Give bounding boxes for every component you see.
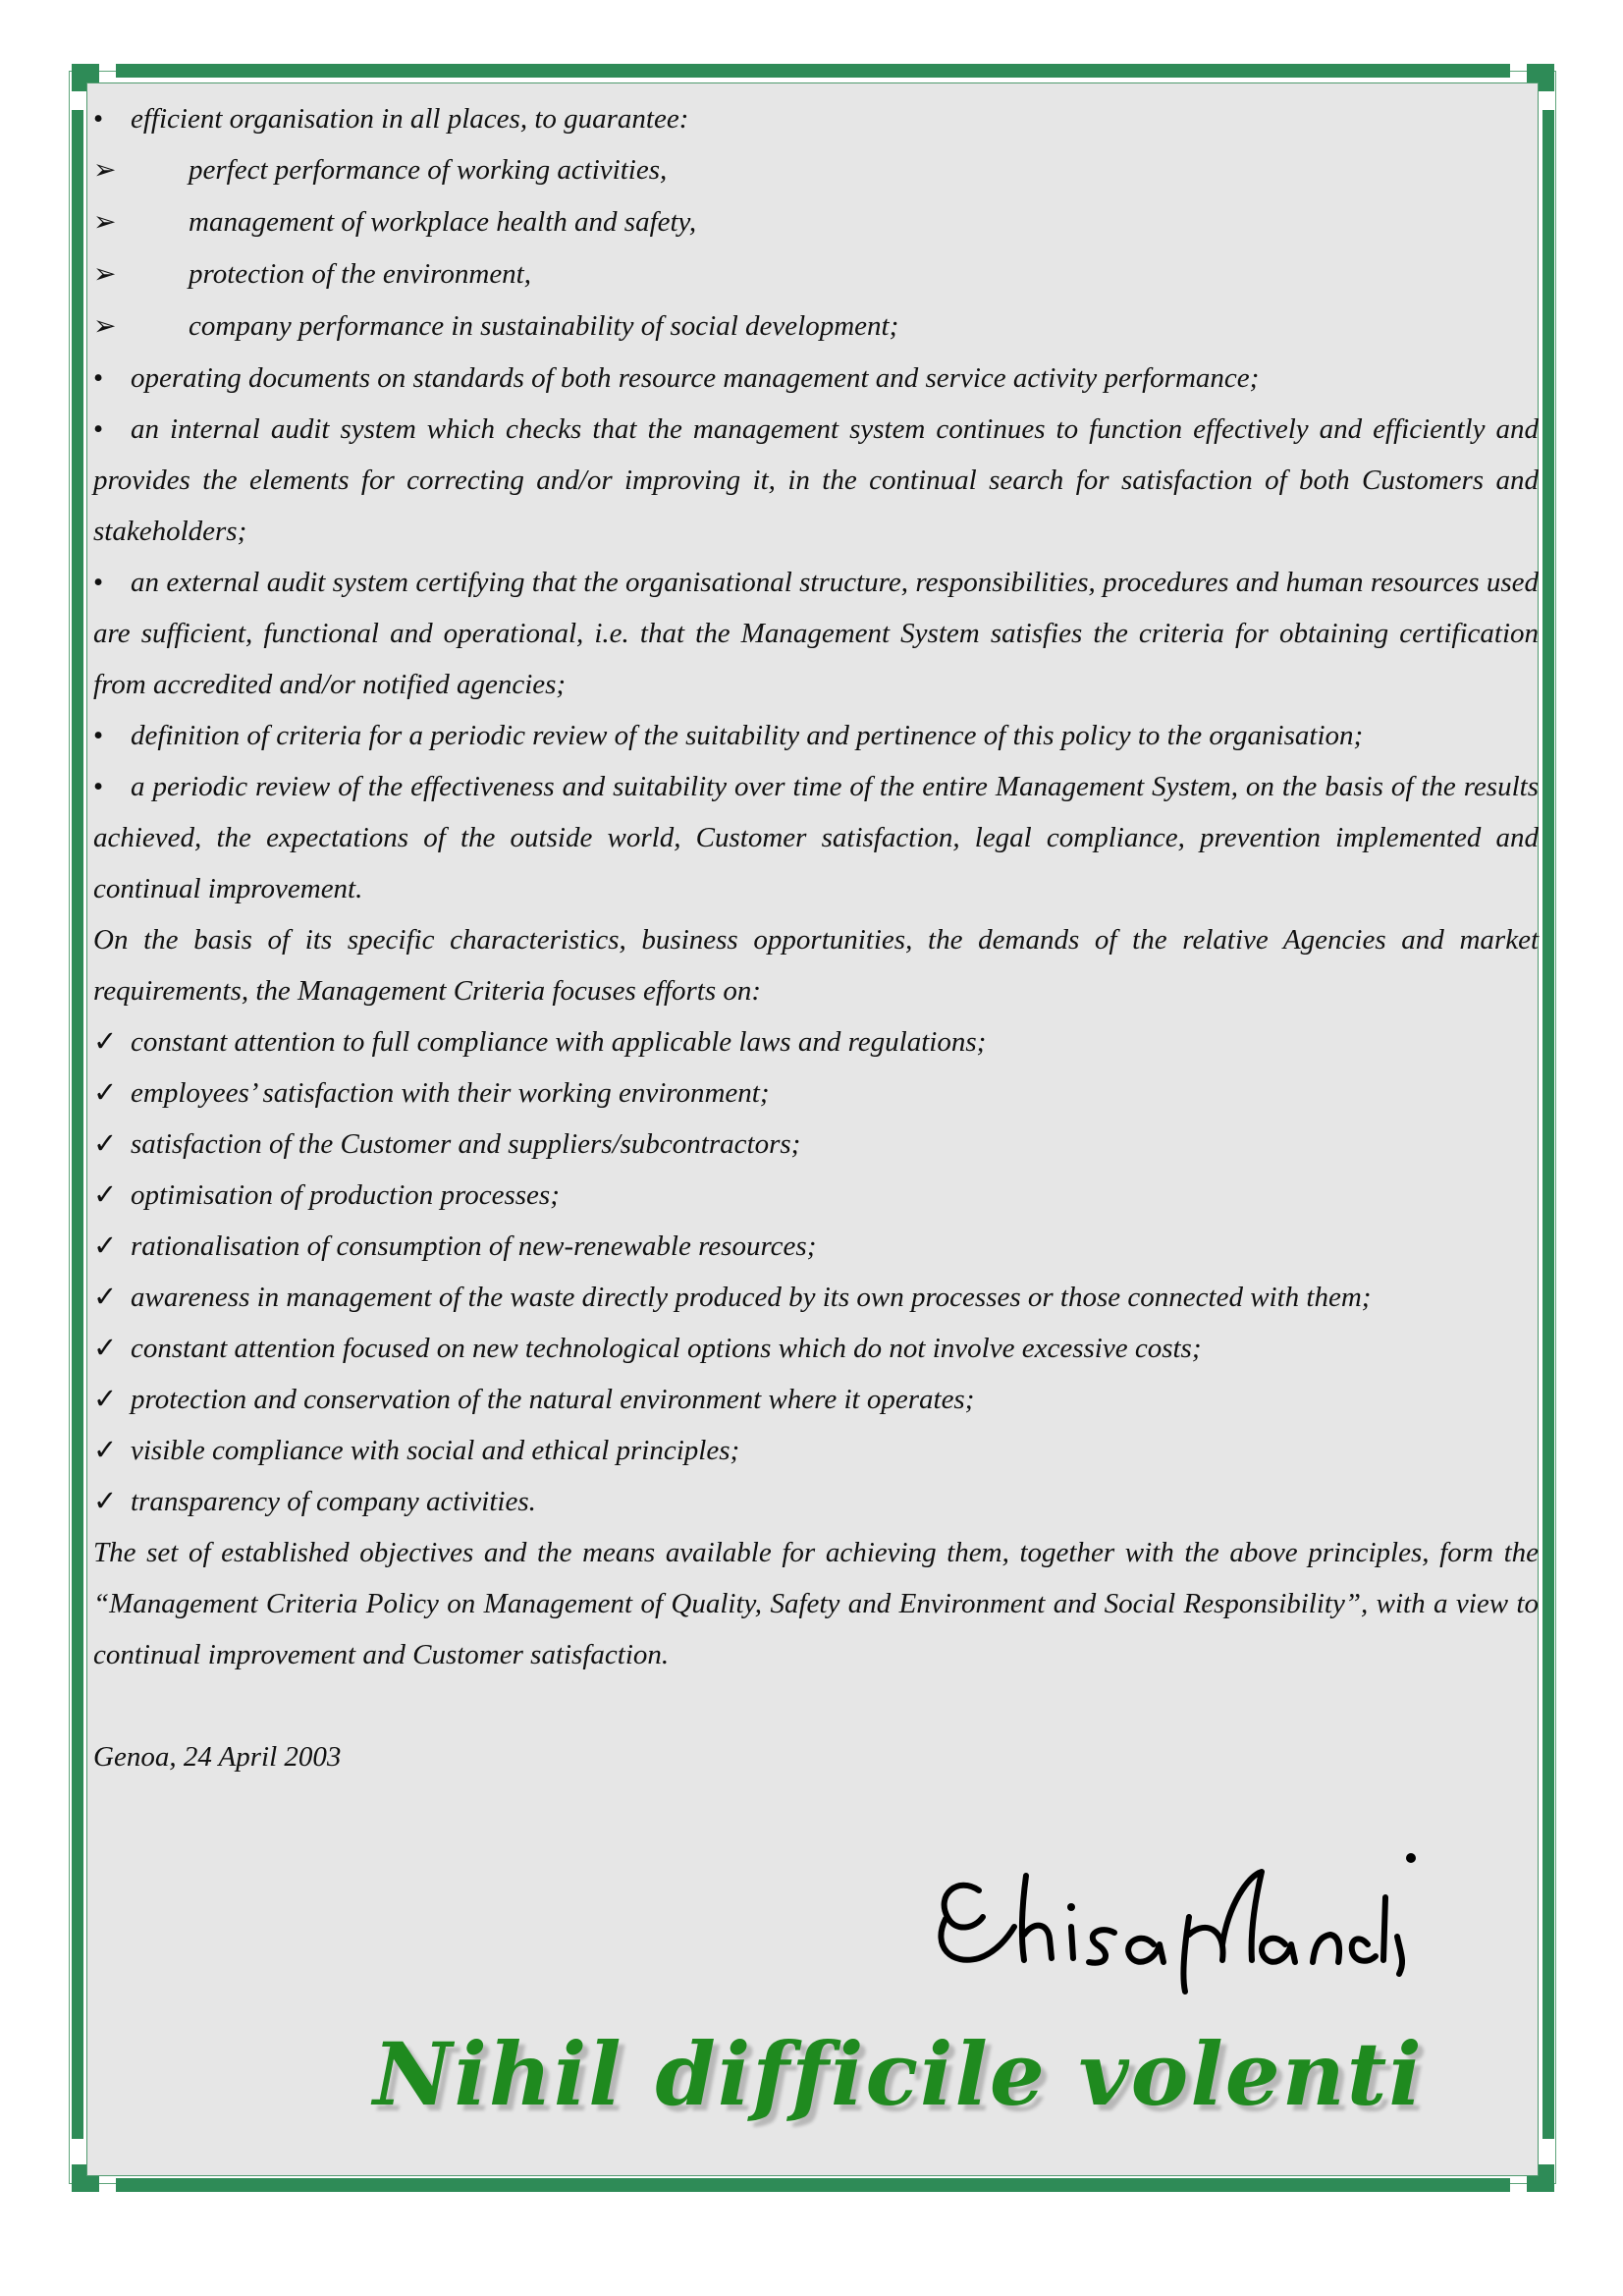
list-item: [93, 353, 1539, 404]
check-item: [93, 1425, 1539, 1476]
handwritten-signature: [928, 1836, 1438, 2008]
list-item: [93, 196, 1539, 248]
list-item: [93, 93, 1539, 144]
place-date: Genoa, 24 April 2003: [93, 1741, 342, 1773]
check-item-text: satisfaction of the Customer and suppliers/subcontractors;: [131, 1128, 801, 1160]
check-icon: ✓: [93, 1384, 118, 1415]
list-item-text: operating documents on standards of both resource management and service activity performance;: [131, 362, 1260, 394]
bullet-icon: •: [93, 771, 104, 802]
check-item: [93, 1272, 1539, 1323]
list-item-text: protection of the environment,: [189, 258, 531, 290]
frame-right-bar: [1542, 110, 1554, 2139]
check-item: [93, 1170, 1539, 1221]
frame-top-bar: [116, 64, 1510, 78]
check-icon: ✓: [93, 1077, 118, 1109]
paragraph-closing: The set of established objectives and the means available for achieving them, together with the above principles, form the “Management Criteria Policy on Management of Quality, Safety and Environment and Social Responsibility”, with a view to continual improvement and Customer satisfaction.: [93, 1537, 1539, 1670]
list-item: [93, 301, 1539, 353]
document-body: [93, 93, 1539, 1782]
check-item-text: protection and conservation of the natural environment where it operates;: [131, 1384, 975, 1415]
paragraph-basis: On the basis of its specific characteristics, business opportunities, the demands of the relative Agencies and market requirements, the Management Criteria focuses efforts on:: [93, 924, 1539, 1007]
check-item: [93, 1016, 1539, 1067]
paragraph-text: a periodic review of the effectiveness and suitability over time of the entire Management System, on the basis of the results achieved, the expectations of the outside world, Customer satisfaction, legal compliance, prevention implemented and continual improvement.: [93, 771, 1539, 904]
check-icon: ✓: [93, 1282, 118, 1313]
spacer: [93, 1680, 1539, 1731]
check-item-text: constant attention to full compliance with applicable laws and regulations;: [131, 1026, 987, 1058]
check-item-text: transparency of company activities.: [131, 1486, 536, 1517]
bullet-icon: •: [93, 567, 104, 598]
check-icon: ✓: [93, 1486, 118, 1517]
check-icon: ✓: [93, 1179, 118, 1211]
check-icon: ✓: [93, 1230, 118, 1262]
bullet-icon: •: [93, 362, 104, 394]
bullet-icon: •: [93, 103, 104, 135]
list-item-text: efficient organisation in all places, to guarantee:: [131, 103, 689, 135]
list-item: [93, 248, 1539, 301]
paragraph-internal-audit: [93, 404, 1539, 557]
arrow-bullet-icon: ➢: [93, 311, 117, 342]
list-item-text: management of workplace health and safety,: [189, 206, 697, 238]
list-item: [93, 144, 1539, 196]
check-item-text: rationalisation of consumption of new-renewable resources;: [131, 1230, 817, 1262]
check-item-text: constant attention focused on new technological options which do not involve excessive costs;: [131, 1333, 1202, 1364]
motto: Nihil difficile volenti: [373, 2023, 1424, 2125]
check-item: [93, 1374, 1539, 1425]
check-icon: ✓: [93, 1435, 118, 1466]
check-item-text: optimisation of production processes;: [131, 1179, 560, 1211]
bullet-icon: •: [93, 413, 104, 445]
arrow-bullet-icon: ➢: [93, 207, 117, 238]
check-icon: ✓: [93, 1333, 118, 1364]
check-icon: ✓: [93, 1128, 118, 1160]
check-item: [93, 1119, 1539, 1170]
check-item-text: awareness in management of the waste directly produced by its own processes or those connected with them;: [131, 1282, 1372, 1313]
paragraph-text: an external audit system certifying that the organisational structure, responsibilities, procedures and human resources used are sufficient, functional and operational, i.e. that the Management System satisfies the criteria for obtaining certification from accredited and/or notified agencies;: [93, 567, 1539, 700]
paragraph-criteria: [93, 710, 1539, 761]
paragraph-text: definition of criteria for a periodic review of the suitability and pertinence of this policy to the organisation;: [131, 720, 1364, 751]
paragraph-text: an internal audit system which checks that the management system continues to function effectively and efficiently and provides the elements for correcting and/or improving it, in the continual search for satisfaction of both Customers and stakeholders;: [93, 413, 1539, 547]
check-item: [93, 1067, 1539, 1119]
check-item-text: employees’ satisfaction with their working environment;: [131, 1077, 770, 1109]
list-item-text: company performance in sustainability of social development;: [189, 310, 899, 342]
paragraph-external-audit: [93, 557, 1539, 710]
check-item-text: visible compliance with social and ethical principles;: [131, 1435, 740, 1466]
check-icon: ✓: [93, 1026, 118, 1058]
frame-left-bar: [72, 110, 83, 2139]
list-item-text: perfect performance of working activities,: [189, 154, 668, 186]
paragraph-periodic-review: [93, 761, 1539, 914]
arrow-bullet-icon: ➢: [93, 155, 117, 186]
arrow-bullet-icon: ➢: [93, 259, 117, 290]
check-item: [93, 1323, 1539, 1374]
check-item: [93, 1476, 1539, 1527]
check-item: [93, 1221, 1539, 1272]
frame-bottom-bar: [116, 2178, 1510, 2192]
bullet-icon: •: [93, 720, 104, 751]
